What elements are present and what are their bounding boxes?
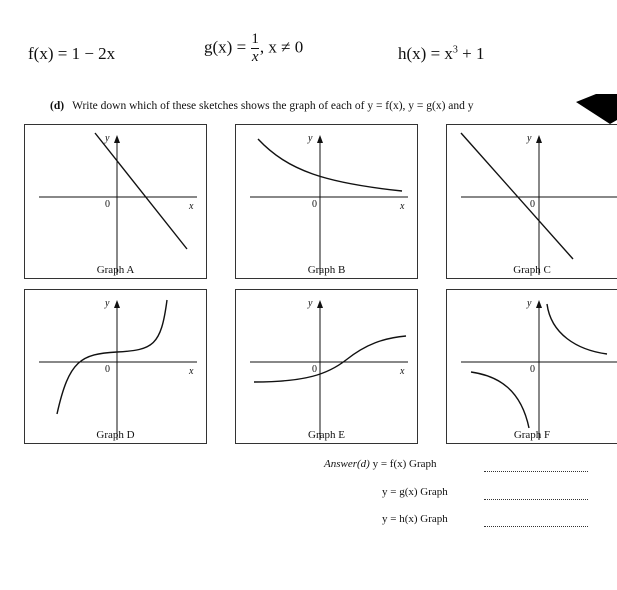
graph-d-label: Graph D bbox=[96, 429, 135, 441]
origin-label: 0 bbox=[530, 199, 535, 210]
answer-field-f[interactable] bbox=[484, 461, 588, 472]
y-axis-label: y bbox=[105, 298, 110, 309]
graph-f-panel bbox=[446, 289, 617, 444]
y-axis-label: y bbox=[527, 133, 532, 144]
graph-f-curve-right bbox=[547, 304, 607, 354]
answer-label: y = g(x) Graph bbox=[382, 486, 448, 498]
function-g-definition: g(x) = $\frac{1}{x}$ , x ≠ 0 bbox=[204, 31, 304, 65]
x-axis-label: x bbox=[400, 366, 405, 377]
graph-c-panel bbox=[446, 124, 617, 279]
y-axis-label: y bbox=[105, 133, 110, 144]
y-axis-label: y bbox=[308, 133, 313, 144]
graph-b-label: Graph B bbox=[307, 264, 346, 276]
origin-label: 0 bbox=[312, 199, 317, 210]
origin-label: 0 bbox=[312, 364, 317, 375]
function-h-definition: $h(x) = x^3 + 1$ bbox=[398, 44, 485, 63]
graph-f-curve-left bbox=[471, 372, 529, 428]
answer-label: y = f(x) Graph bbox=[372, 458, 437, 470]
graph-a-curve bbox=[95, 133, 187, 249]
graph-c-curve bbox=[461, 133, 573, 259]
answer-row-f bbox=[324, 458, 437, 470]
graph-d-curve bbox=[57, 300, 167, 414]
question-part-label: (d) bbox=[50, 100, 65, 112]
x-axis-label: x bbox=[189, 366, 194, 377]
answer-prefix: Answer(d) bbox=[324, 458, 370, 470]
x-axis-label: x bbox=[189, 201, 194, 212]
graph-a-panel bbox=[24, 124, 207, 279]
function-f-definition: f(x) = 1 − 2x bbox=[28, 44, 116, 63]
x-axis-label: x bbox=[400, 201, 405, 212]
question-text: Write down which of these sketches shows the graph of each of y = f(x), y = g(x) and y bbox=[72, 100, 474, 112]
y-axis-label: y bbox=[308, 298, 313, 309]
graph-f-label: Graph F bbox=[513, 429, 551, 441]
fraction: $\frac{1}{x}$ bbox=[251, 31, 259, 65]
answer-label: y = h(x) Graph bbox=[382, 513, 448, 525]
graph-b-panel bbox=[235, 124, 418, 279]
graph-d-panel bbox=[24, 289, 207, 444]
y-axis-label: y bbox=[527, 298, 532, 309]
graph-b-curve bbox=[258, 139, 402, 191]
page-corner-mark bbox=[566, 94, 617, 124]
origin-label: 0 bbox=[530, 364, 535, 375]
answer-field-h[interactable] bbox=[484, 516, 588, 527]
graph-c-label: Graph C bbox=[513, 264, 551, 276]
graph-e-panel bbox=[235, 289, 418, 444]
answer-field-g[interactable] bbox=[484, 489, 588, 500]
graph-e-label: Graph E bbox=[308, 429, 345, 441]
answer-row-h bbox=[382, 513, 448, 525]
graph-a-label: Graph A bbox=[96, 264, 135, 276]
graph-e-curve bbox=[254, 336, 406, 382]
origin-label: 0 bbox=[105, 199, 110, 210]
question-d bbox=[50, 100, 474, 112]
origin-label: 0 bbox=[105, 364, 110, 375]
answer-row-g bbox=[382, 486, 448, 498]
